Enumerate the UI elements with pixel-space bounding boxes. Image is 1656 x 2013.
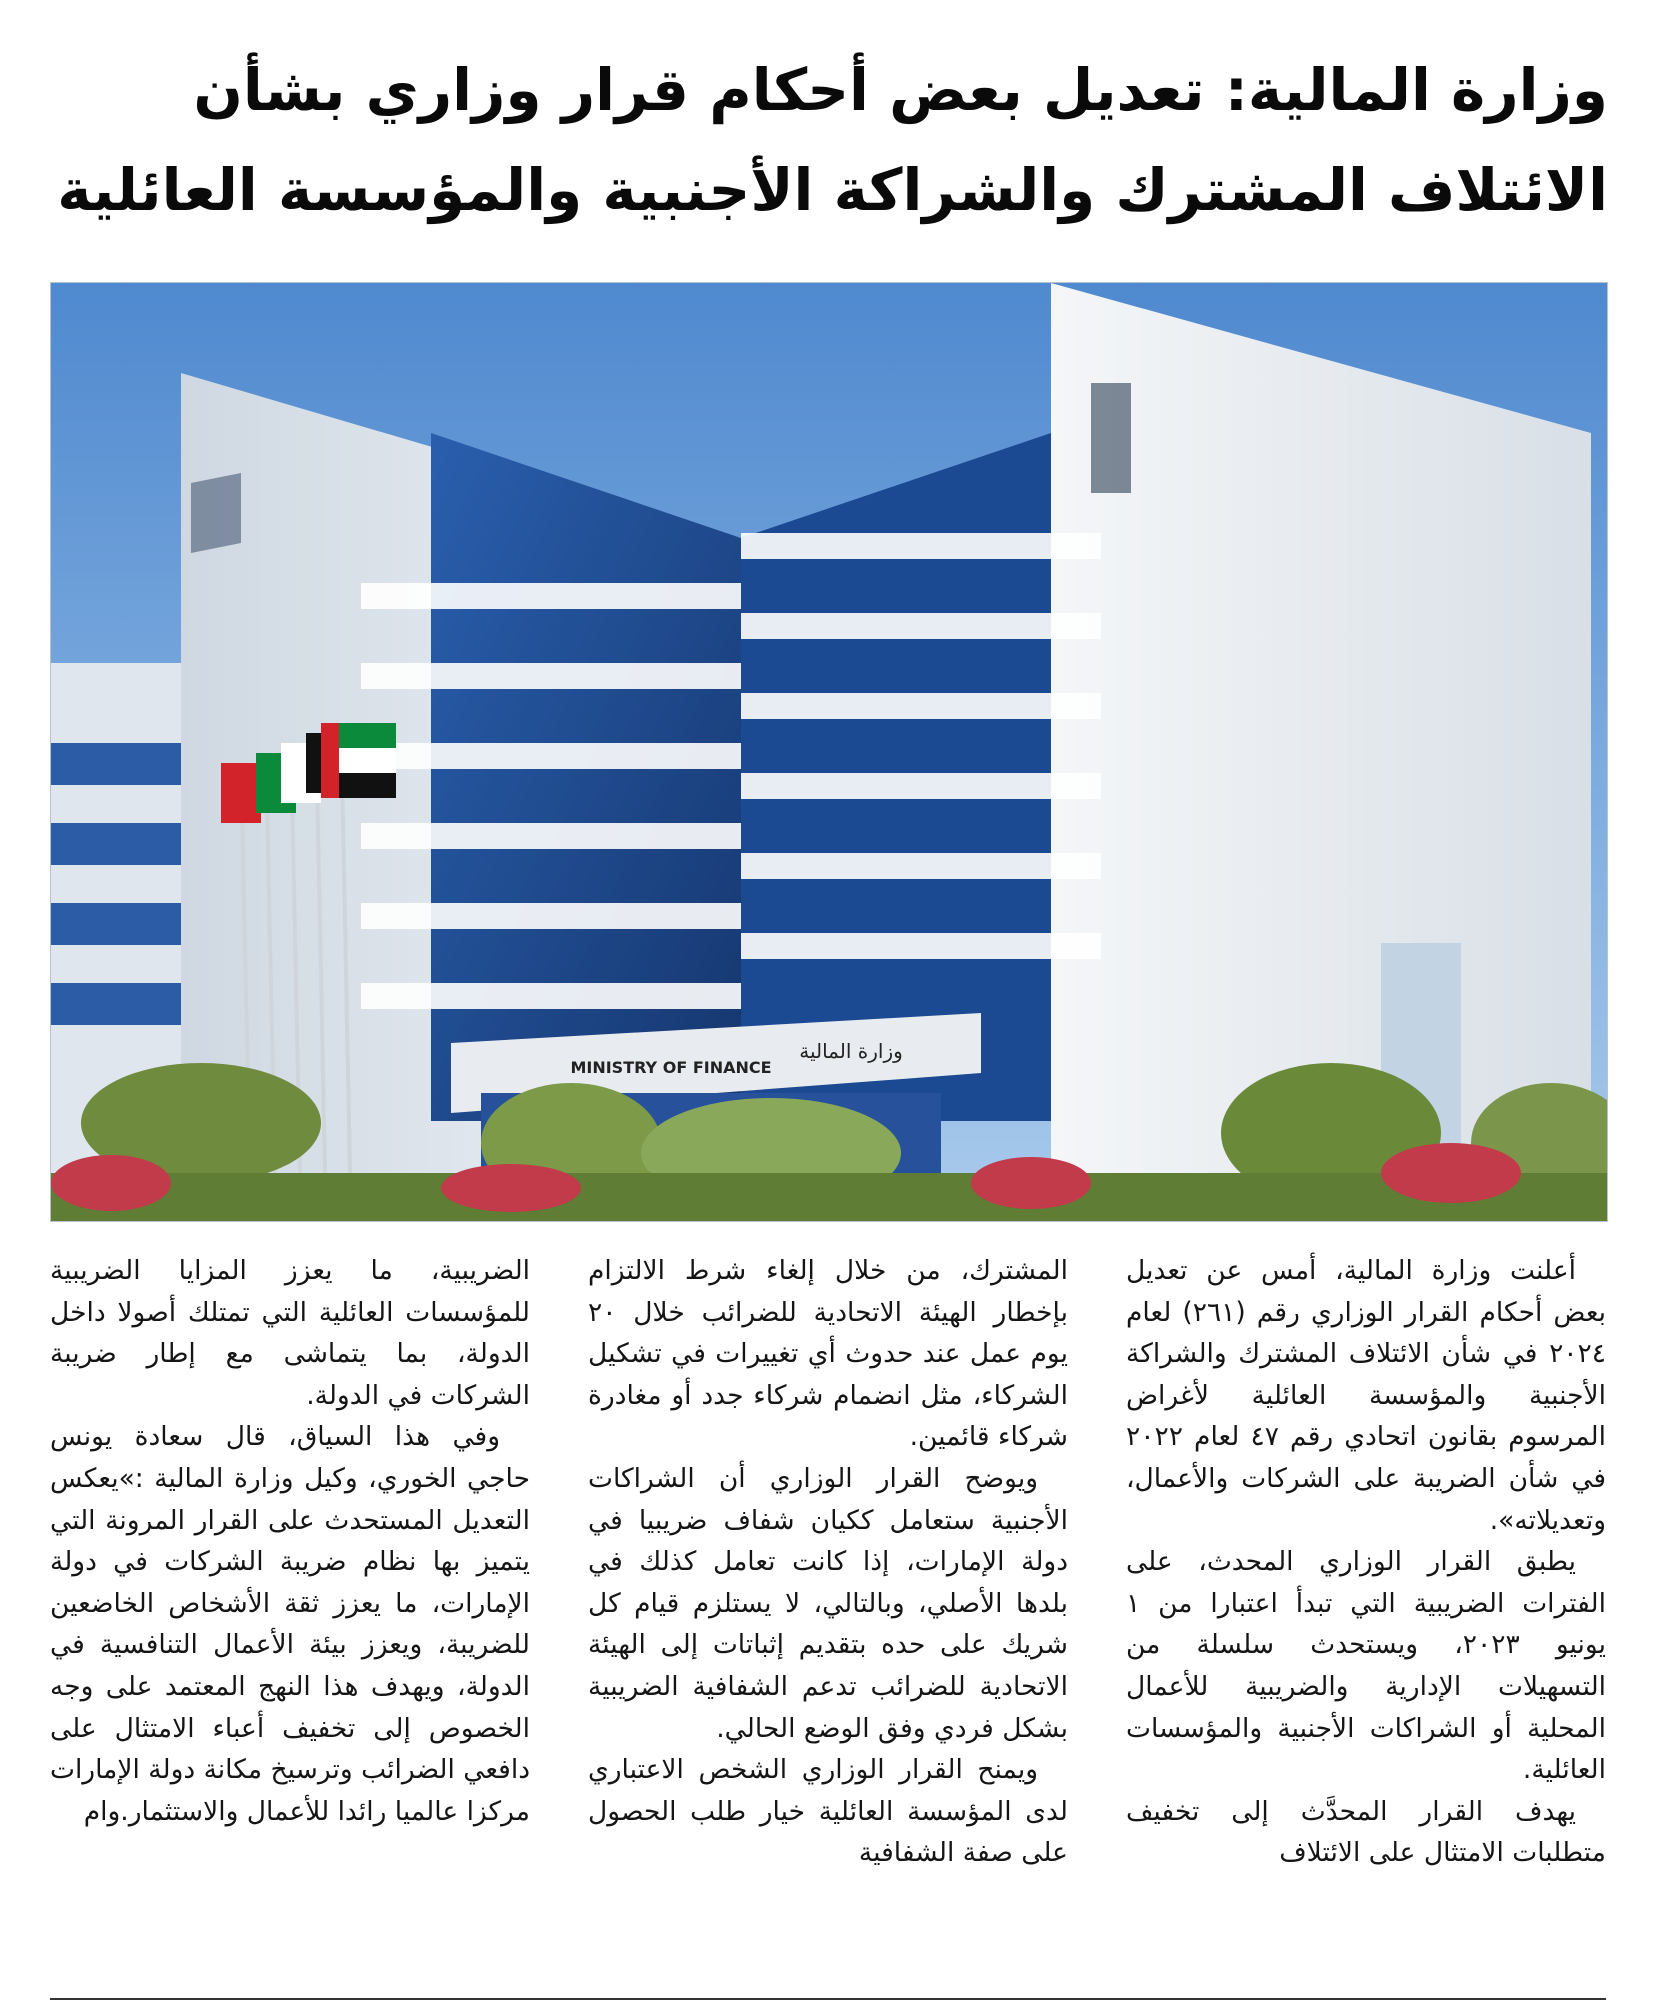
article-column-3 xyxy=(50,1250,530,1970)
entrance-sign-arabic: وزارة المالية xyxy=(799,1039,903,1063)
paragraph: يطبق القرار الوزاري المحدث، على الفترات الضريبية التي تبدأ اعتبارا من ١ يونيو ٢٠٢٣، ويستحدث سلسلة من التسهيلات الإدارية والضريبية للأعمال المحلية أو الشراكات الأجنبية والمؤسسات العائلية. xyxy=(1126,1546,1606,1786)
paragraph: المشترك، من خلال إلغاء شرط الالتزام بإخطار الهيئة الاتحادية للضرائب خلال ٢٠ يوم عمل عند حدوث أي تغييرات في تشكيل الشركاء، مثل انضمام شركاء جدد أو مغادرة شركاء قائمين. xyxy=(588,1255,1068,1453)
paragraph: وفي هذا السياق، قال سعادة يونس حاجي الخوري، وكيل وزارة المالية :»يعكس التعديل المستحدث على القرار المرونة التي يتميز بها نظام ضريبة الشركات في دولة الإمارات، ما يعزز ثقة الأشخاص الخاضعين للضريبة، ويعزز بيئة الأعمال التنافسية في الدولة، ويهدف هذا النهج المعتمد على وجه الخصوص إلى تخفيف أعباء الامتثال على دافعي الضرائب وترسيخ مكانة دولة الإمارات مركزا عالميا رائدا للأعمال والاستثمار.وام xyxy=(50,1421,530,1827)
ministry-building-illustration xyxy=(51,283,1607,1221)
article-column-2 xyxy=(588,1250,1068,1970)
paragraph: الضريبية، ما يعزز المزايا الضريبية للمؤسسات العائلية التي تمتلك أصولا داخل الدولة، بما يتماشى مع إطار ضريبة الشركات في الدولة. xyxy=(50,1255,530,1411)
paragraph: أعلنت وزارة المالية، أمس عن تعديل بعض أحكام القرار الوزاري رقم (٢٦١) لعام ٢٠٢٤ في شأن الائتلاف المشترك والشراكة الأجنبية والمؤسسة العائلية لأغراض المرسوم بقانون اتحادي رقم ٤٧ لعام ٢٠٢٢ في شأن الضريبة على الشركات والأعمال، وتعديلاته». xyxy=(1126,1255,1606,1536)
article-body xyxy=(50,1250,1606,1970)
article-column-1 xyxy=(1126,1250,1606,1970)
article-photo xyxy=(50,282,1608,1222)
footer-rule xyxy=(50,1998,1606,2000)
headline: وزارة المالية: تعديل بعض أحكام قرار وزاري بشأن الائتلاف المشترك والشراكة الأجنبية والمؤسسة العائلية xyxy=(57,56,1608,224)
paragraph: ويوضح القرار الوزاري أن الشراكات الأجنبية ستعامل ككيان شفاف ضريبيا في دولة الإمارات، إذا كانت تعامل كذلك في بلدها الأصلي، وبالتالي، لا يستلزم قيام كل شريك على حده بتقديم إثباتات إلى الهيئة الاتحادية للضرائب تدعم الشفافية الضريبية بشكل فردي وفق الوضع الحالي. xyxy=(588,1462,1068,1744)
paragraph: ويمنح القرار الوزاري الشخص الاعتباري لدى المؤسسة العائلية خيار طلب الحصول على صفة الشفافية xyxy=(588,1754,1068,1869)
entrance-sign-english: MINISTRY OF FINANCE xyxy=(570,1058,772,1077)
paragraph: يهدف القرار المحدَّث إلى تخفيف متطلبات الامتثال على الائتلاف xyxy=(1126,1795,1606,1869)
